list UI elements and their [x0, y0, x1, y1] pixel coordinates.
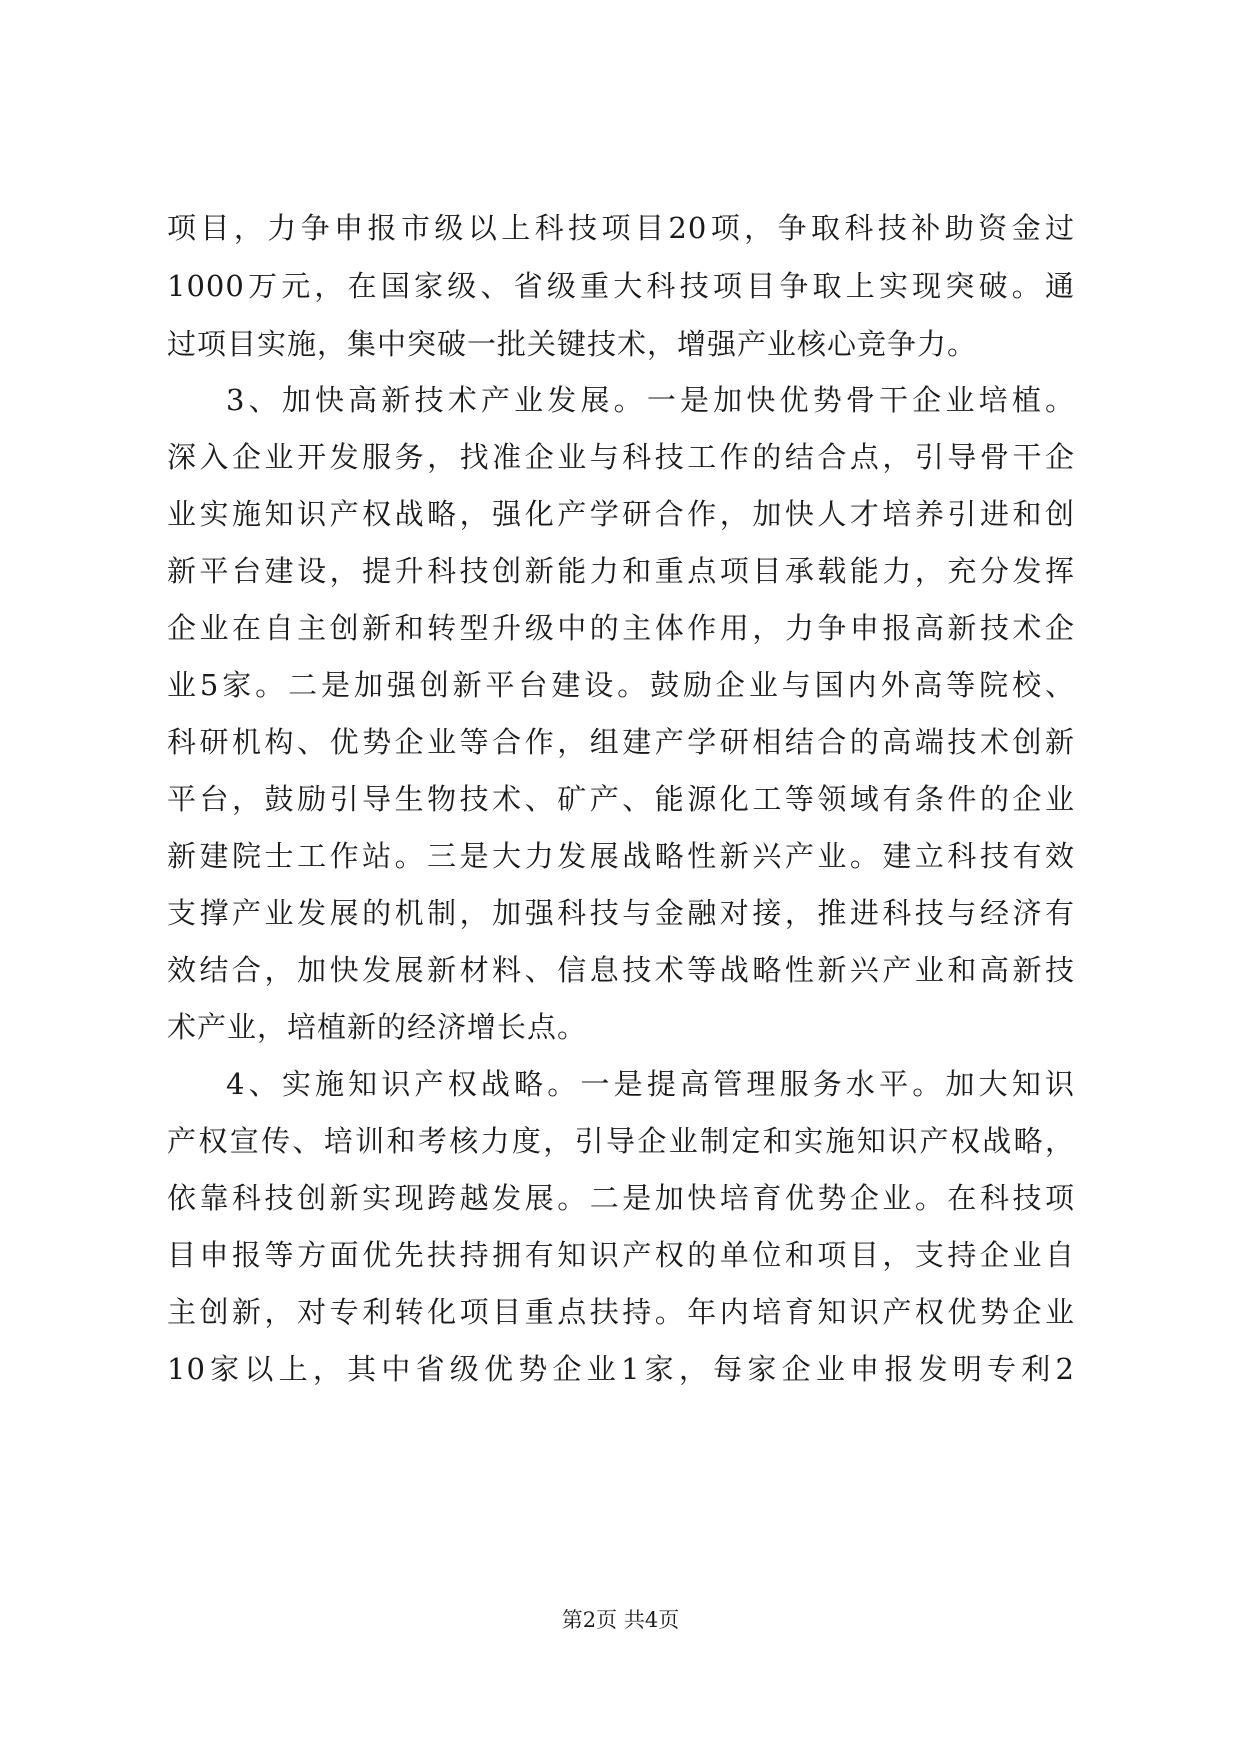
text-line: 目申报等方面优先扶持拥有知识产权的单位和项目，支持企业自 — [167, 1238, 1075, 1272]
page-footer: 第2页 共4页 — [561, 1608, 680, 1632]
text-line: 产权宣传、培训和考核力度，引导企业制定和实施知识产权战略， — [167, 1124, 1075, 1158]
text-line: 新建院士工作站。三是大力发展战略性新兴产业。建立科技有效 — [167, 839, 1075, 873]
text-line: 过项目实施，集中突破一批关键技术，增强产业核心竞争力。 — [167, 327, 978, 361]
text-line: 业5家。二是加强创新平台建设。鼓励企业与国内外高等院校、 — [167, 668, 1075, 702]
text-line: 主创新，对专利转化项目重点扶持。年内培育知识产权优势企业 — [167, 1295, 1075, 1329]
text-line: 平台，鼓励引导生物技术、矿产、能源化工等领域有条件的企业 — [167, 782, 1075, 816]
paragraph-4-first-line: 4、实施知识产权战略。一是提高管理服务水平。加大知识 — [226, 1067, 1075, 1101]
paragraph-3-first-line: 3、加快高新技术产业发展。一是加快优势骨干企业培植。 — [226, 383, 1075, 417]
text-line: 科研机构、优势企业等合作，组建产学研相结合的高端技术创新 — [167, 725, 1075, 759]
text-line: 效结合，加快发展新材料、信息技术等战略性新兴产业和高新技 — [167, 953, 1075, 987]
text-line: 术产业，培植新的经济增长点。 — [167, 1010, 588, 1044]
text-line: 企业在自主创新和转型升级中的主体作用，力争申报高新技术企 — [167, 611, 1075, 645]
text-line: 新平台建设，提升科技创新能力和重点项目承载能力，充分发挥 — [167, 554, 1075, 588]
text-line: 依靠科技创新实现跨越发展。二是加快培育优势企业。在科技项 — [167, 1181, 1075, 1215]
text-line: 业实施知识产权战略，强化产学研合作，加快人才培养引进和创 — [167, 497, 1075, 531]
text-line: 1000万元，在国家级、省级重大科技项目争取上实现突破。通 — [167, 269, 1075, 303]
text-line: 深入企业开发服务，找准企业与科技工作的结合点，引导骨干企 — [167, 440, 1075, 474]
text-line: 支撑产业发展的机制，加强科技与金融对接，推进科技与经济有 — [167, 896, 1075, 930]
text-line: 10家以上，其中省级优势企业1家，每家企业申报发明专利2 — [167, 1352, 1075, 1386]
text-line: 项目，力争申报市级以上科技项目20项，争取科技补助资金过 — [167, 211, 1075, 245]
